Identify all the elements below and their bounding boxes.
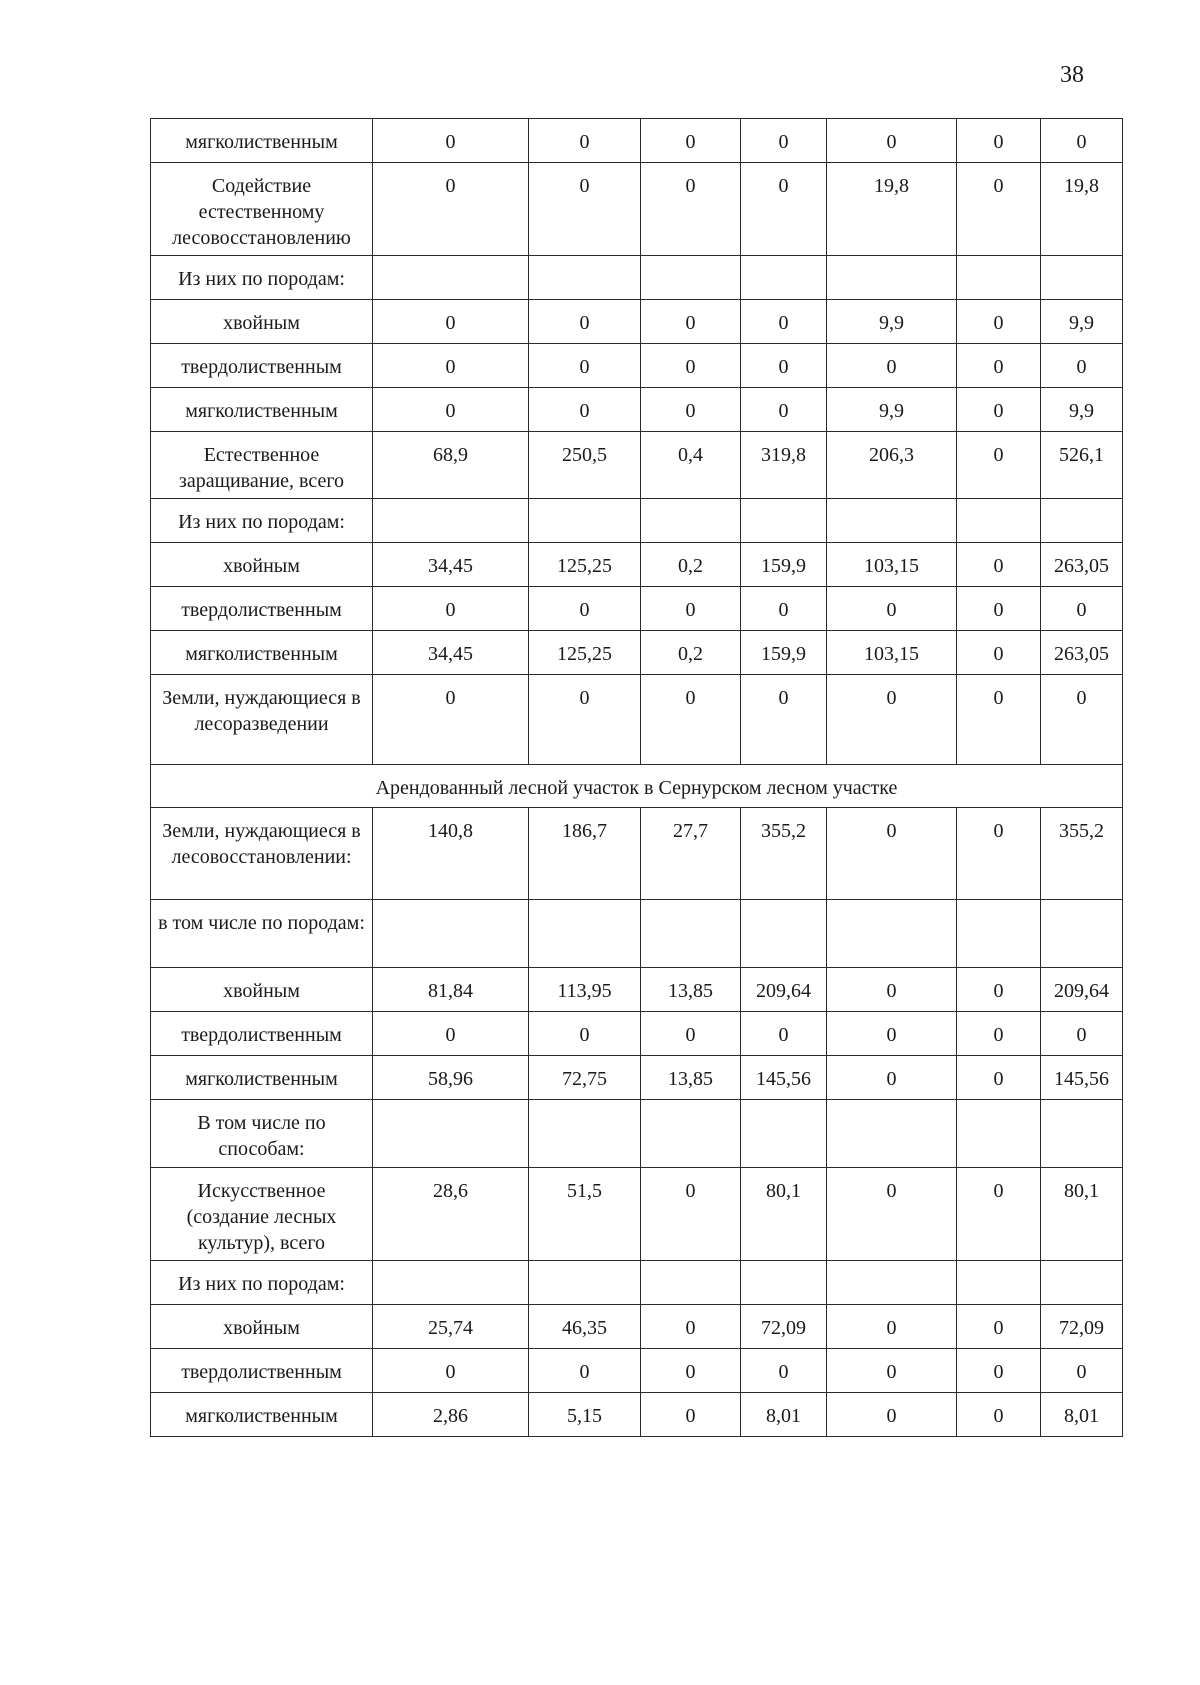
value-cell [641, 900, 741, 968]
row-label: хвойным [151, 543, 373, 587]
value-cell: 0 [741, 119, 827, 163]
section-title: Арендованный лесной участок в Сернурском лесном участке [151, 765, 1123, 808]
value-cell: 0,4 [641, 432, 741, 499]
value-cell: 46,35 [529, 1305, 641, 1349]
value-cell: 0 [957, 1056, 1041, 1100]
value-cell: 68,9 [373, 432, 529, 499]
value-cell [741, 1261, 827, 1305]
value-cell: 51,5 [529, 1168, 641, 1261]
row-label: Из них по породам: [151, 499, 373, 543]
value-cell: 58,96 [373, 1056, 529, 1100]
value-cell [373, 1261, 529, 1305]
value-cell: 0 [957, 587, 1041, 631]
table-row [151, 1349, 1123, 1393]
row-label: мягколиственным [151, 388, 373, 432]
data-table [150, 118, 1123, 1437]
row-label: мягколиственным [151, 1393, 373, 1437]
row-label: твердолиственным [151, 1349, 373, 1393]
value-cell: 159,9 [741, 631, 827, 675]
value-cell: 0 [641, 1349, 741, 1393]
value-cell: 0 [957, 388, 1041, 432]
row-label: мягколиственным [151, 631, 373, 675]
value-cell [741, 1100, 827, 1168]
table-row [151, 1305, 1123, 1349]
value-cell: 0 [827, 344, 957, 388]
table-row [151, 968, 1123, 1012]
row-label: Из них по породам: [151, 256, 373, 300]
value-cell [741, 900, 827, 968]
value-cell: 9,9 [827, 300, 957, 344]
row-label: твердолиственным [151, 587, 373, 631]
value-cell: 0 [529, 675, 641, 765]
value-cell: 0 [641, 587, 741, 631]
value-cell [529, 1261, 641, 1305]
value-cell: 209,64 [741, 968, 827, 1012]
value-cell [529, 499, 641, 543]
value-cell: 0 [827, 587, 957, 631]
table-row [151, 344, 1123, 388]
value-cell: 0 [827, 119, 957, 163]
value-cell: 0 [373, 163, 529, 256]
value-cell: 0 [827, 1305, 957, 1349]
row-label: В том числе по способам: [151, 1100, 373, 1168]
value-cell: 0 [827, 675, 957, 765]
value-cell: 0 [741, 300, 827, 344]
value-cell [741, 256, 827, 300]
value-cell: 0 [1041, 344, 1123, 388]
section-header-group [151, 765, 1123, 808]
row-label: мягколиственным [151, 119, 373, 163]
value-cell: 0 [741, 675, 827, 765]
value-cell: 0 [957, 119, 1041, 163]
value-cell [1041, 256, 1123, 300]
value-cell: 80,1 [741, 1168, 827, 1261]
page-number: 38 [1060, 62, 1084, 88]
value-cell: 8,01 [741, 1393, 827, 1437]
table-row [151, 900, 1123, 968]
table-row [151, 388, 1123, 432]
value-cell: 0 [827, 1056, 957, 1100]
value-cell: 0 [641, 388, 741, 432]
value-cell: 9,9 [1041, 388, 1123, 432]
table-row [151, 1012, 1123, 1056]
row-label: твердолиственным [151, 344, 373, 388]
table-row [151, 543, 1123, 587]
value-cell: 355,2 [1041, 808, 1123, 900]
value-cell [641, 1100, 741, 1168]
value-cell: 0 [529, 344, 641, 388]
table-row [151, 808, 1123, 900]
value-cell: 0 [827, 1393, 957, 1437]
table-row [151, 300, 1123, 344]
value-cell: 0 [827, 1168, 957, 1261]
value-cell: 250,5 [529, 432, 641, 499]
row-label: Содействие естественному лесовосстановлению [151, 163, 373, 256]
value-cell [827, 256, 957, 300]
value-cell [957, 499, 1041, 543]
value-cell: 13,85 [641, 968, 741, 1012]
value-cell [373, 1100, 529, 1168]
value-cell: 0 [373, 388, 529, 432]
value-cell [641, 1261, 741, 1305]
value-cell: 103,15 [827, 631, 957, 675]
value-cell [1041, 900, 1123, 968]
value-cell: 0 [741, 163, 827, 256]
row-label: хвойным [151, 300, 373, 344]
table-row [151, 1168, 1123, 1261]
table-body-bottom [151, 808, 1123, 1437]
value-cell: 0 [1041, 1012, 1123, 1056]
value-cell: 0 [827, 808, 957, 900]
value-cell: 0 [373, 344, 529, 388]
value-cell: 72,09 [741, 1305, 827, 1349]
value-cell [827, 900, 957, 968]
value-cell: 0 [641, 675, 741, 765]
value-cell: 103,15 [827, 543, 957, 587]
row-label: хвойным [151, 968, 373, 1012]
value-cell: 0 [957, 543, 1041, 587]
value-cell: 0 [957, 1012, 1041, 1056]
value-cell: 0 [641, 1168, 741, 1261]
value-cell: 0 [957, 968, 1041, 1012]
value-cell: 0 [373, 1012, 529, 1056]
value-cell: 0 [641, 1305, 741, 1349]
value-cell: 0 [957, 300, 1041, 344]
value-cell: 72,09 [1041, 1305, 1123, 1349]
value-cell: 0 [529, 163, 641, 256]
value-cell: 34,45 [373, 631, 529, 675]
value-cell [529, 900, 641, 968]
value-cell: 9,9 [827, 388, 957, 432]
row-label: твердолиственным [151, 1012, 373, 1056]
value-cell [373, 900, 529, 968]
table-row [151, 587, 1123, 631]
row-label: мягколиственным [151, 1056, 373, 1100]
table-row [151, 631, 1123, 675]
value-cell [641, 256, 741, 300]
value-cell: 28,6 [373, 1168, 529, 1261]
value-cell: 0 [957, 344, 1041, 388]
value-cell: 0 [373, 675, 529, 765]
value-cell: 0 [373, 300, 529, 344]
value-cell [373, 499, 529, 543]
value-cell: 0 [1041, 675, 1123, 765]
value-cell: 0 [957, 432, 1041, 499]
value-cell: 0 [957, 808, 1041, 900]
table-row [151, 499, 1123, 543]
value-cell: 263,05 [1041, 631, 1123, 675]
value-cell: 0 [741, 1012, 827, 1056]
value-cell: 145,56 [741, 1056, 827, 1100]
section-header-row [151, 765, 1123, 808]
value-cell [373, 256, 529, 300]
value-cell: 319,8 [741, 432, 827, 499]
value-cell: 2,86 [373, 1393, 529, 1437]
value-cell [1041, 499, 1123, 543]
value-cell: 0 [529, 1349, 641, 1393]
value-cell: 209,64 [1041, 968, 1123, 1012]
value-cell: 19,8 [827, 163, 957, 256]
value-cell: 0 [827, 1349, 957, 1393]
value-cell: 0 [741, 388, 827, 432]
table-row [151, 675, 1123, 765]
value-cell: 34,45 [373, 543, 529, 587]
table-row [151, 1261, 1123, 1305]
value-cell: 81,84 [373, 968, 529, 1012]
value-cell [957, 256, 1041, 300]
value-cell [641, 499, 741, 543]
value-cell: 9,9 [1041, 300, 1123, 344]
value-cell: 0 [373, 1349, 529, 1393]
value-cell: 0,2 [641, 631, 741, 675]
value-cell: 0 [373, 587, 529, 631]
value-cell: 27,7 [641, 808, 741, 900]
value-cell: 5,15 [529, 1393, 641, 1437]
value-cell: 145,56 [1041, 1056, 1123, 1100]
value-cell: 0 [827, 968, 957, 1012]
value-cell [1041, 1100, 1123, 1168]
value-cell [957, 1261, 1041, 1305]
value-cell: 0 [957, 675, 1041, 765]
value-cell: 72,75 [529, 1056, 641, 1100]
value-cell: 125,25 [529, 543, 641, 587]
value-cell: 263,05 [1041, 543, 1123, 587]
value-cell [827, 499, 957, 543]
table-row [151, 1393, 1123, 1437]
value-cell [827, 1100, 957, 1168]
value-cell: 125,25 [529, 631, 641, 675]
row-label: Искусственное (создание лесных культур), всего [151, 1168, 373, 1261]
value-cell: 0 [373, 119, 529, 163]
value-cell: 206,3 [827, 432, 957, 499]
value-cell: 25,74 [373, 1305, 529, 1349]
row-label: в том числе по породам: [151, 900, 373, 968]
row-label: Земли, нуждающиеся в лесоразведении [151, 675, 373, 765]
value-cell: 0 [1041, 1349, 1123, 1393]
value-cell [1041, 1261, 1123, 1305]
table-row [151, 432, 1123, 499]
value-cell: 0 [641, 300, 741, 344]
table-row [151, 1100, 1123, 1168]
value-cell: 0 [529, 300, 641, 344]
value-cell: 0 [1041, 119, 1123, 163]
row-label: Естественное заращивание, всего [151, 432, 373, 499]
value-cell: 0,2 [641, 543, 741, 587]
value-cell: 13,85 [641, 1056, 741, 1100]
value-cell: 0 [641, 1393, 741, 1437]
value-cell [529, 1100, 641, 1168]
value-cell: 0 [957, 1393, 1041, 1437]
value-cell: 526,1 [1041, 432, 1123, 499]
value-cell: 0 [529, 119, 641, 163]
value-cell: 0 [827, 1012, 957, 1056]
value-cell: 0 [741, 587, 827, 631]
value-cell: 19,8 [1041, 163, 1123, 256]
table-body-top [151, 119, 1123, 765]
value-cell: 0 [957, 1168, 1041, 1261]
value-cell: 0 [957, 1305, 1041, 1349]
row-label: хвойным [151, 1305, 373, 1349]
value-cell [957, 900, 1041, 968]
value-cell [957, 1100, 1041, 1168]
value-cell: 0 [641, 1012, 741, 1056]
value-cell [827, 1261, 957, 1305]
value-cell: 140,8 [373, 808, 529, 900]
value-cell: 186,7 [529, 808, 641, 900]
table-row [151, 119, 1123, 163]
value-cell [741, 499, 827, 543]
value-cell: 0 [529, 388, 641, 432]
row-label: Из них по породам: [151, 1261, 373, 1305]
value-cell: 355,2 [741, 808, 827, 900]
value-cell: 0 [741, 1349, 827, 1393]
table-row [151, 1056, 1123, 1100]
value-cell: 80,1 [1041, 1168, 1123, 1261]
value-cell: 0 [641, 344, 741, 388]
table-row [151, 256, 1123, 300]
value-cell: 0 [529, 587, 641, 631]
value-cell: 159,9 [741, 543, 827, 587]
value-cell: 0 [641, 163, 741, 256]
value-cell [529, 256, 641, 300]
value-cell: 0 [957, 163, 1041, 256]
value-cell: 113,95 [529, 968, 641, 1012]
value-cell: 0 [1041, 587, 1123, 631]
value-cell: 0 [529, 1012, 641, 1056]
value-cell: 0 [957, 631, 1041, 675]
table-row [151, 163, 1123, 256]
value-cell: 0 [741, 344, 827, 388]
row-label: Земли, нуждающиеся в лесовосстановлении: [151, 808, 373, 900]
value-cell: 8,01 [1041, 1393, 1123, 1437]
value-cell: 0 [641, 119, 741, 163]
value-cell: 0 [957, 1349, 1041, 1393]
